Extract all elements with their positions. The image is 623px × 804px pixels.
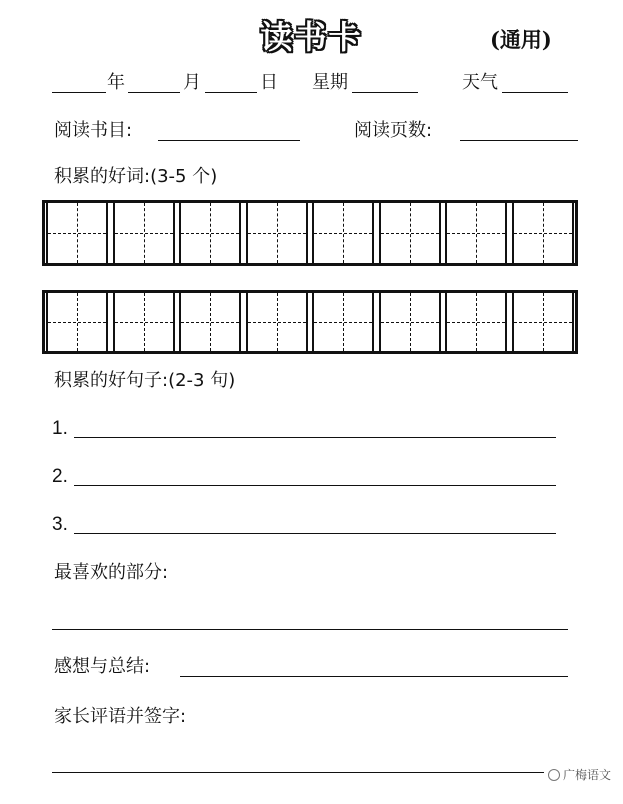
weekday-label: 星期 [312,72,348,93]
year-label: 年 [107,72,125,93]
card-title: 读书卡 [260,18,363,56]
thoughts-line[interactable] [180,676,568,677]
parent-comment-label: 家长评语并签字: [54,706,187,727]
card-subtitle: (通用) [490,27,552,52]
pages-blank[interactable] [460,140,578,141]
day-blank[interactable] [205,92,257,93]
sentence-line[interactable] [74,533,556,534]
watermark-text: 广梅语文 [563,768,612,782]
word-grid-row[interactable] [42,200,578,266]
grid-cell[interactable] [512,293,574,351]
weather-blank[interactable] [502,92,568,93]
weather-label: 天气 [462,72,498,93]
grid-cell[interactable] [46,293,108,351]
grid-cell[interactable] [46,203,108,263]
sentence-number: 1. [52,418,68,439]
sentence-number: 2. [52,466,68,487]
grid-cell[interactable] [445,203,507,263]
grid-cell[interactable] [312,203,374,263]
grid-cell[interactable] [379,293,441,351]
sentence-number: 3. [52,514,68,535]
month-blank[interactable] [128,92,180,93]
grid-cell[interactable] [512,203,574,263]
grid-cell[interactable] [179,203,241,263]
year-blank[interactable] [52,92,106,93]
book-title-label: 阅读书目: [54,120,133,141]
good-sentences-label: 积累的好句子:(2-3 句) [54,370,236,391]
grid-cell[interactable] [379,203,441,263]
grid-cell[interactable] [113,293,175,351]
wechat-icon [548,769,560,781]
grid-cell[interactable] [113,203,175,263]
parent-comment-line[interactable] [52,772,544,773]
grid-cell[interactable] [179,293,241,351]
good-words-label: 积累的好词:(3-5 个) [54,166,218,187]
grid-cell[interactable] [312,293,374,351]
day-label: 日 [260,72,278,93]
weekday-blank[interactable] [352,92,418,93]
word-grid-row[interactable] [42,290,578,354]
sentence-line[interactable] [74,437,556,438]
grid-cell[interactable] [445,293,507,351]
sentence-line[interactable] [74,485,556,486]
grid-cell[interactable] [246,203,308,263]
favorite-part-line[interactable] [52,629,568,630]
book-title-blank[interactable] [158,140,300,141]
thoughts-label: 感想与总结: [54,656,151,677]
month-label: 月 [183,72,201,93]
pages-label: 阅读页数: [354,120,433,141]
grid-cell[interactable] [246,293,308,351]
favorite-part-label: 最喜欢的部分: [54,562,169,583]
watermark [548,766,611,783]
